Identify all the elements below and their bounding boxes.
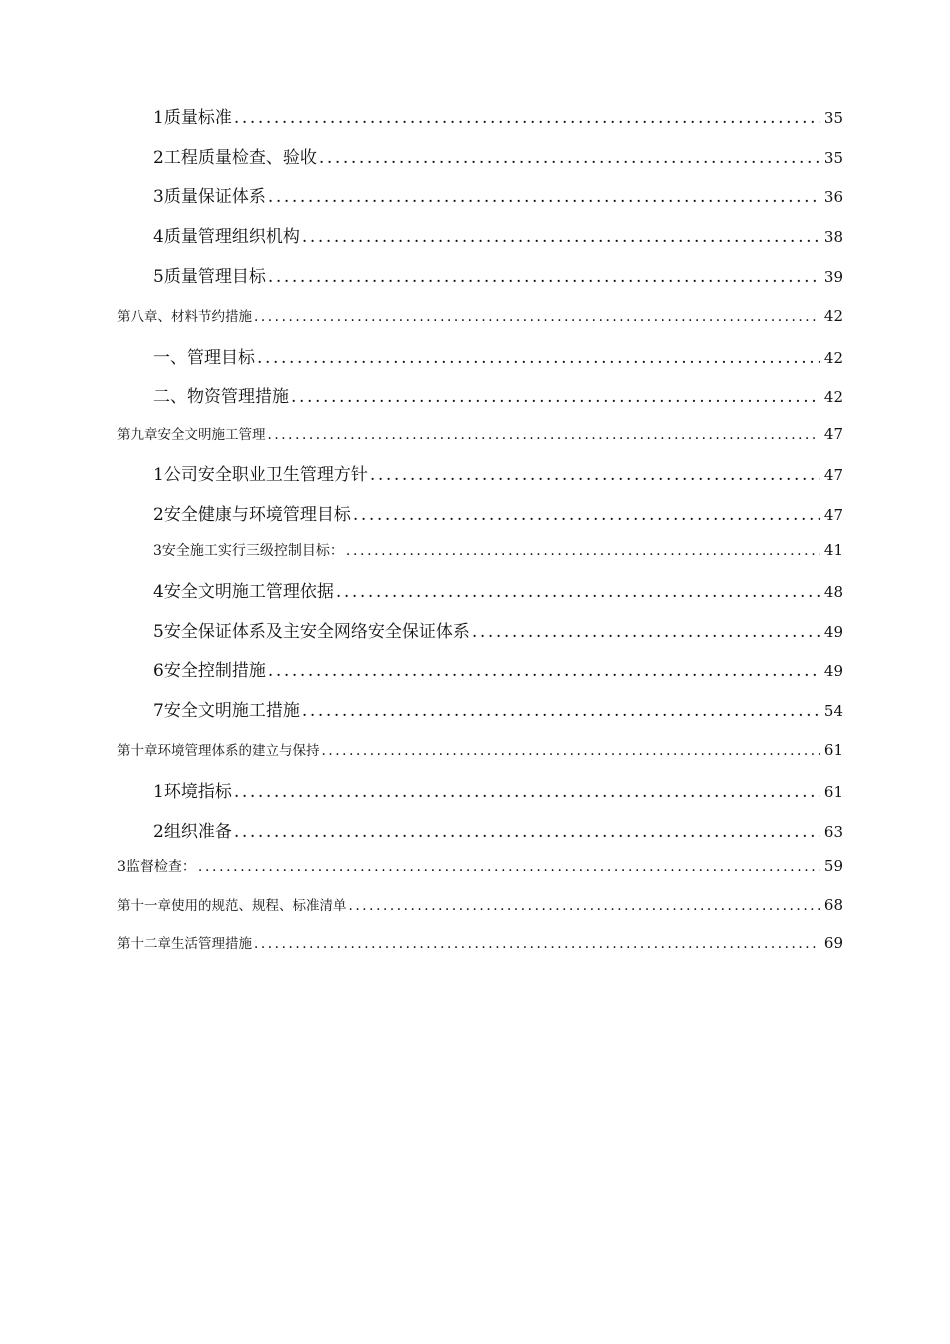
toc-page-number: 42 bbox=[823, 307, 843, 325]
toc-page-number: 61 bbox=[823, 783, 843, 801]
toc-page-number: 39 bbox=[823, 268, 843, 286]
leader-dots bbox=[268, 427, 820, 443]
toc-entry[interactable] bbox=[153, 656, 843, 681]
toc-entry[interactable] bbox=[153, 262, 843, 287]
toc-entry-label: 5质量管理目标 bbox=[153, 267, 266, 287]
toc-entry[interactable] bbox=[153, 222, 843, 247]
toc-page-number: 49 bbox=[823, 623, 843, 641]
toc-page-number: 38 bbox=[823, 228, 843, 246]
leader-dots bbox=[472, 622, 820, 642]
toc-page-number: 69 bbox=[823, 934, 843, 952]
leader-dots bbox=[254, 309, 820, 325]
leader-dots bbox=[291, 387, 820, 407]
toc-entry-label: 6安全控制措施 bbox=[153, 661, 266, 681]
leader-dots bbox=[322, 743, 820, 759]
toc-page-number: 54 bbox=[823, 702, 843, 720]
toc-entry[interactable] bbox=[153, 343, 843, 368]
leader-dots bbox=[346, 543, 820, 559]
leader-dots bbox=[268, 267, 820, 287]
toc-entry-label: 一、管理目标 bbox=[153, 348, 255, 368]
toc-page-number: 61 bbox=[823, 741, 843, 759]
toc-entry[interactable] bbox=[153, 617, 843, 642]
leader-dots bbox=[234, 822, 820, 842]
toc-page-number: 49 bbox=[823, 662, 843, 680]
leader-dots bbox=[302, 227, 820, 247]
toc-page-number: 47 bbox=[823, 506, 843, 524]
leader-dots bbox=[257, 348, 820, 368]
toc-page-number: 35 bbox=[823, 149, 843, 167]
toc-entry[interactable] bbox=[117, 894, 843, 914]
toc-page-number: 47 bbox=[823, 425, 843, 443]
toc-entry[interactable] bbox=[117, 739, 843, 759]
leader-dots bbox=[302, 701, 820, 721]
leader-dots bbox=[319, 148, 820, 168]
leader-dots bbox=[353, 505, 820, 525]
leader-dots bbox=[349, 898, 820, 914]
toc-entry-label: 第八章、材料节约措施 bbox=[117, 309, 252, 325]
toc-entry-label: 1环境指标 bbox=[153, 782, 232, 802]
toc-page-number: 35 bbox=[823, 109, 843, 127]
leader-dots bbox=[254, 936, 820, 952]
leader-dots bbox=[268, 661, 820, 681]
toc-entry-label: 4安全文明施工管理依据 bbox=[153, 582, 334, 602]
toc-entry[interactable] bbox=[117, 305, 843, 325]
toc-entry-label: 5安全保证体系及主安全网络安全保证体系 bbox=[153, 622, 470, 642]
toc-entry-label: 3安全施工实行三级控制目标： bbox=[153, 543, 344, 559]
toc-entry-label: 2安全健康与环境管理目标 bbox=[153, 505, 351, 525]
toc-entry[interactable] bbox=[153, 382, 843, 407]
toc-page-number: 47 bbox=[823, 466, 843, 484]
toc-page-number: 42 bbox=[823, 349, 843, 367]
toc-entry-label: 2组织准备 bbox=[153, 822, 232, 842]
toc-entry-label: 二、物资管理措施 bbox=[153, 387, 289, 407]
leader-dots bbox=[268, 187, 820, 207]
toc-page-number: 63 bbox=[823, 823, 843, 841]
toc-page-number: 68 bbox=[823, 896, 843, 914]
toc-entry-label: 1质量标准 bbox=[153, 108, 232, 128]
toc-page-number: 36 bbox=[823, 188, 843, 206]
toc-entry-label: 2工程质量检查、验收 bbox=[153, 148, 317, 168]
toc-entry[interactable] bbox=[153, 143, 843, 168]
leader-dots bbox=[370, 465, 820, 485]
toc-entry[interactable] bbox=[117, 932, 843, 952]
toc-entry[interactable] bbox=[153, 103, 843, 128]
toc-entry-label: 4质量管理组织机构 bbox=[153, 227, 300, 247]
toc-page-number: 59 bbox=[823, 857, 843, 875]
toc-page-number: 42 bbox=[823, 388, 843, 406]
leader-dots bbox=[234, 108, 820, 128]
leader-dots bbox=[336, 582, 820, 602]
toc-entry-label: 第十一章使用的规范、规程、标准清单 bbox=[117, 898, 347, 914]
toc-entry-label: 第十二章生活管理措施 bbox=[117, 936, 252, 952]
toc-entry-label: 1公司安全职业卫生管理方针 bbox=[153, 465, 368, 485]
toc-entry-label: 3监督检查： bbox=[117, 859, 196, 875]
toc-entry[interactable] bbox=[153, 500, 843, 525]
leader-dots bbox=[198, 859, 820, 875]
toc-entry-label: 7安全文明施工措施 bbox=[153, 701, 300, 721]
toc-entry[interactable] bbox=[153, 460, 843, 485]
toc-entry[interactable] bbox=[153, 777, 843, 802]
toc-page-number: 48 bbox=[823, 583, 843, 601]
toc-entry[interactable] bbox=[117, 423, 843, 443]
toc-page-number: 41 bbox=[823, 541, 843, 559]
toc-entry[interactable] bbox=[153, 540, 843, 560]
toc-entry[interactable] bbox=[153, 182, 843, 207]
toc-entry[interactable] bbox=[153, 696, 843, 721]
toc-entry-label: 第九章安全文明施工管理 bbox=[117, 427, 266, 443]
toc-entry-label: 3质量保证体系 bbox=[153, 187, 266, 207]
toc-entry[interactable] bbox=[153, 577, 843, 602]
toc-entry-label: 第十章环境管理体系的建立与保持 bbox=[117, 743, 320, 759]
leader-dots bbox=[234, 782, 820, 802]
toc-entry[interactable] bbox=[153, 817, 843, 842]
toc-entry[interactable] bbox=[117, 856, 843, 876]
